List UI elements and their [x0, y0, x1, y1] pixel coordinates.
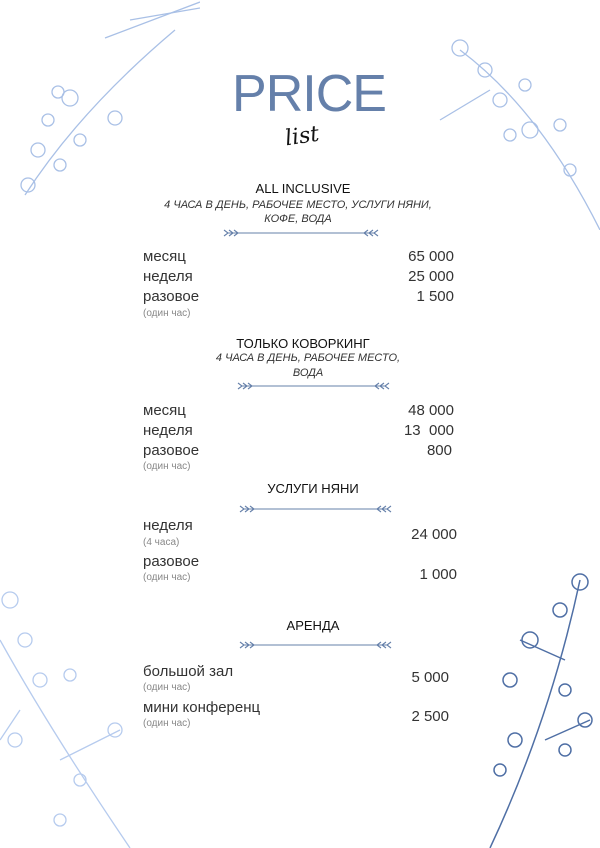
section-subtitle-line: ВОДА: [292, 367, 324, 379]
row-label: большой зал: [143, 663, 234, 680]
page-title: PRICE: [232, 65, 386, 123]
section-title: ТОЛЬКО КОВОРКИНГ: [236, 336, 370, 351]
section-subtitle-line: 4 ЧАСА В ДЕНЬ, РАБОЧЕЕ МЕСТО,: [215, 352, 401, 364]
section-title: УСЛУГИ НЯНИ: [267, 481, 359, 496]
row-price: 1 500: [416, 288, 454, 305]
row-note: (4 часа): [143, 537, 180, 548]
row-note: (один час): [143, 682, 191, 693]
row-price: 24 000: [411, 526, 457, 543]
section-title: ALL INCLUSIVE: [255, 181, 351, 196]
row-label: неделя: [143, 422, 193, 439]
row-note: (один час): [143, 718, 191, 729]
arrow-divider-icon: [238, 640, 393, 650]
floral-decoration-bottom-right-icon: [470, 570, 600, 848]
row-price: 13 000: [403, 422, 454, 439]
row-price: 48 000: [408, 402, 454, 419]
row-label: разовое: [143, 288, 200, 305]
arrow-divider-icon: [222, 228, 380, 238]
row-note: (один час): [143, 572, 191, 583]
row-label: разовое: [143, 442, 200, 459]
row-price: 65 000: [408, 248, 454, 265]
row-label: месяц: [143, 248, 186, 265]
arrow-divider-icon: [236, 381, 391, 391]
row-label: месяц: [143, 402, 186, 419]
row-price: 2 500: [411, 708, 449, 725]
section-subtitle-line: КОФЕ, ВОДА: [264, 213, 332, 225]
row-label: мини конференц: [143, 699, 261, 716]
row-label: неделя: [143, 268, 193, 285]
row-price: 25 000: [408, 268, 454, 285]
row-label: неделя: [143, 517, 193, 534]
arrow-divider-icon: [238, 504, 393, 514]
page-title-script: list: [283, 121, 321, 152]
row-price: 800: [426, 442, 452, 459]
section-title: АРЕНДА: [286, 618, 340, 633]
row-note: (один час): [143, 308, 191, 319]
section-subtitle-line: 4 ЧАСА В ДЕНЬ, РАБОЧЕЕ МЕСТО, УСЛУГИ НЯНИ,: [164, 199, 432, 211]
row-label: разовое: [143, 553, 200, 570]
row-price: 5 000: [411, 669, 449, 686]
row-note: (один час): [143, 461, 191, 472]
row-price: 1 000: [419, 566, 457, 583]
